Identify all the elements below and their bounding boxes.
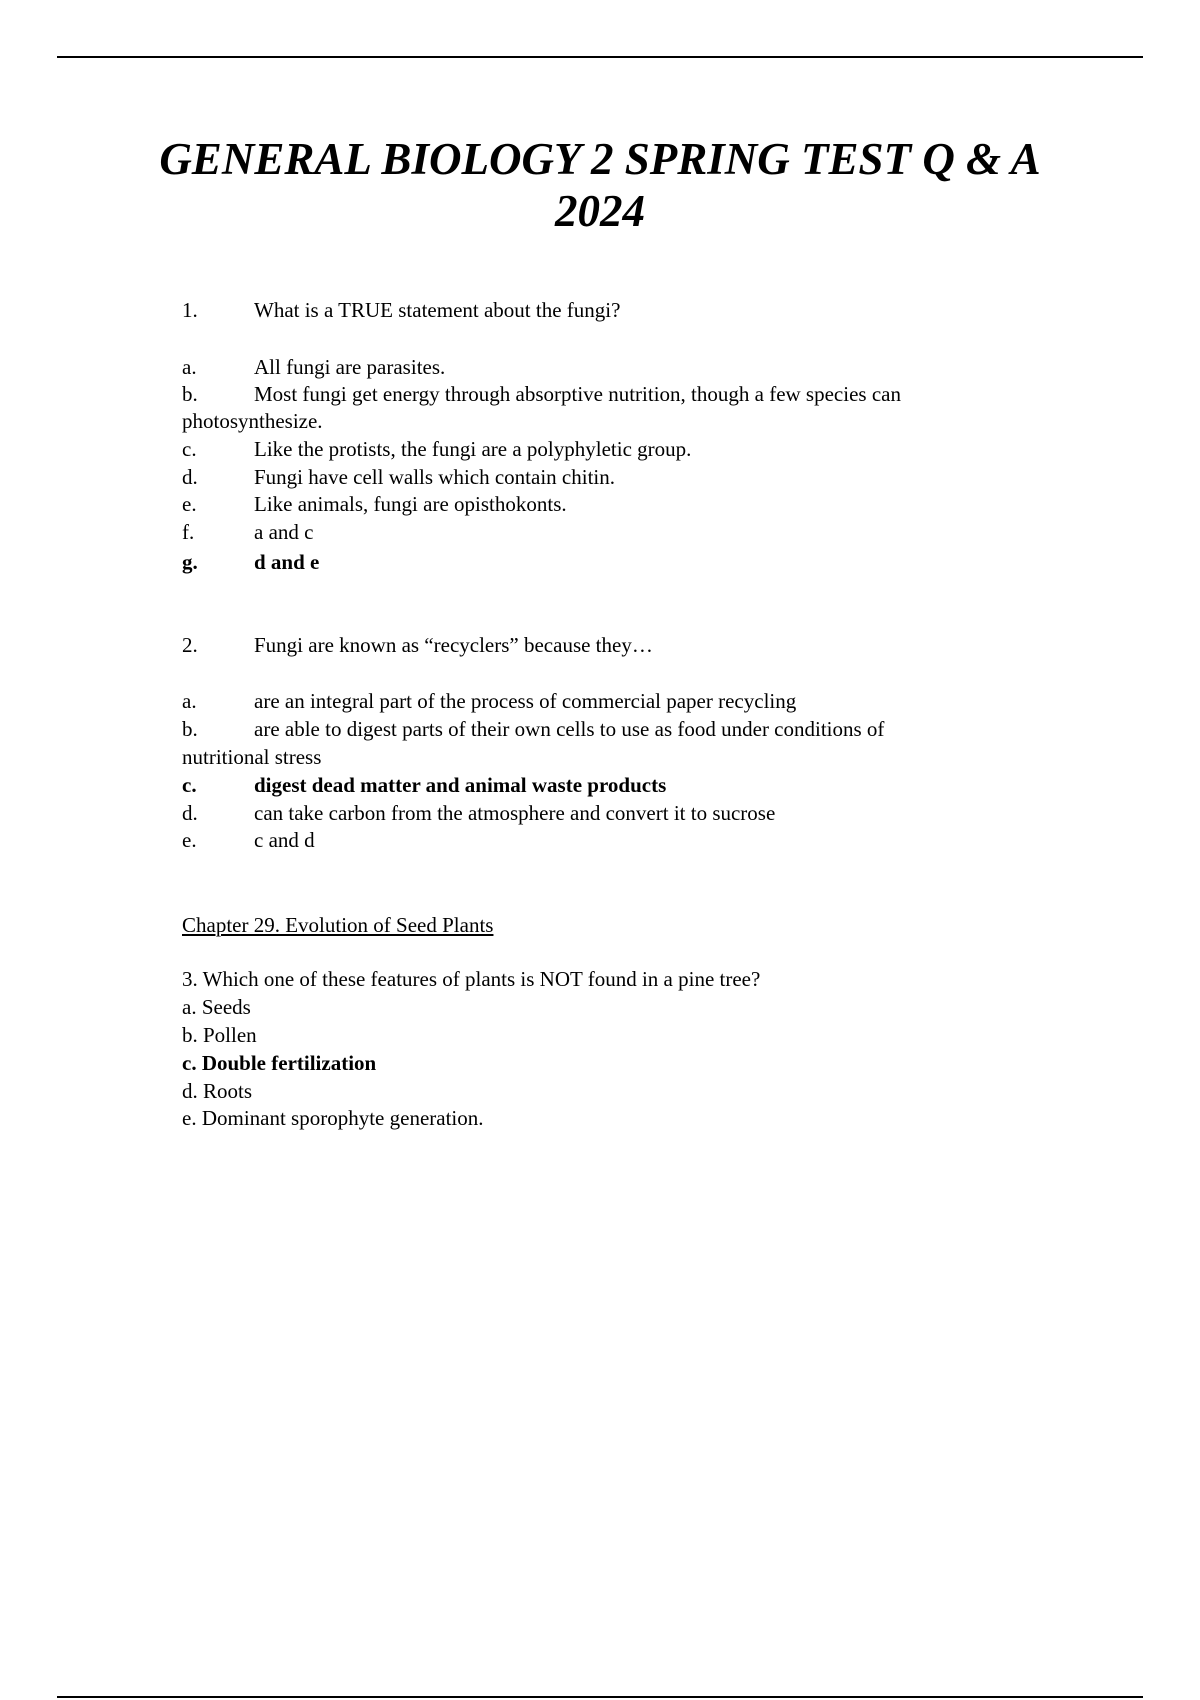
q1-option-b [182,381,1062,408]
option-label: a. [182,355,197,379]
q3-option-c-answer [182,1050,1062,1077]
option-label: b. [182,717,198,741]
q2-option-c-answer [182,772,1062,799]
q3-option-a [182,994,1062,1021]
option-label: e. [182,828,197,852]
question-2 [182,632,1062,659]
question-1 [182,297,1062,324]
option-text: d. Roots [182,1079,253,1103]
option-label: c. [182,437,197,461]
q2-option-b-continued [182,744,1062,771]
option-text: are able to digest parts of their own cells to use as food under conditions of [254,717,885,741]
option-text: digest dead matter and animal waste products [254,773,667,797]
q3-option-e [182,1105,1062,1132]
option-text: b. Pollen [182,1023,257,1047]
footer-rule [57,1696,1143,1698]
option-text: c. Double fertilization [182,1051,377,1075]
option-text-continued: nutritional stress [182,745,322,769]
option-text: e. Dominant sporophyte generation. [182,1106,484,1130]
header-rule [57,56,1143,58]
option-label: g. [182,550,198,574]
chapter-heading [182,912,1062,939]
option-text: Like animals, fungi are opisthokonts. [254,492,567,516]
option-text: c and d [254,828,315,852]
option-label: e. [182,492,197,516]
option-text: d and e [254,550,320,574]
q1-option-c [182,436,1062,463]
q2-option-b [182,716,1062,743]
question-3-text: 3. Which one of these features of plants is NOT found in a pine tree? [182,967,761,991]
q3-option-d [182,1078,1062,1105]
q1-option-a [182,354,1062,381]
question-1-number: 1. [182,298,198,322]
option-label: d. [182,465,198,489]
q1-option-e [182,491,1062,518]
q1-option-g-answer [182,549,1062,576]
q3-option-b [182,1022,1062,1049]
option-label: f. [182,520,195,544]
option-label: c. [182,773,197,797]
q2-option-e [182,827,1062,854]
q2-option-d [182,800,1062,827]
option-text: a and c [254,520,314,544]
option-label: b. [182,382,198,406]
option-label: d. [182,801,198,825]
page-title [57,133,1143,237]
option-text: Most fungi get energy through absorptive nutrition, though a few species can [254,382,901,406]
option-text: are an integral part of the process of commercial paper recycling [254,689,797,713]
title-line-1: GENERAL BIOLOGY 2 SPRING TEST Q & A [159,134,1041,184]
option-text-continued: photosynthesize. [182,409,323,433]
question-1-text: What is a TRUE statement about the fungi? [254,298,621,322]
option-text: can take carbon from the atmosphere and convert it to sucrose [254,801,776,825]
chapter-heading-text: Chapter 29. Evolution of Seed Plants [182,913,494,937]
option-text: Fungi have cell walls which contain chitin. [254,465,615,489]
question-2-number: 2. [182,633,198,657]
title-line-2: 2024 [555,186,645,236]
q1-option-d [182,464,1062,491]
option-text: Like the protists, the fungi are a polyphyletic group. [254,437,692,461]
question-3 [182,966,1062,993]
option-text: a. Seeds [182,995,251,1019]
option-text: All fungi are parasites. [254,355,446,379]
q1-option-b-continued [182,408,1062,435]
option-label: a. [182,689,197,713]
q2-option-a [182,688,1062,715]
question-2-text: Fungi are known as “recyclers” because they… [254,633,653,657]
q1-option-f [182,519,1062,546]
